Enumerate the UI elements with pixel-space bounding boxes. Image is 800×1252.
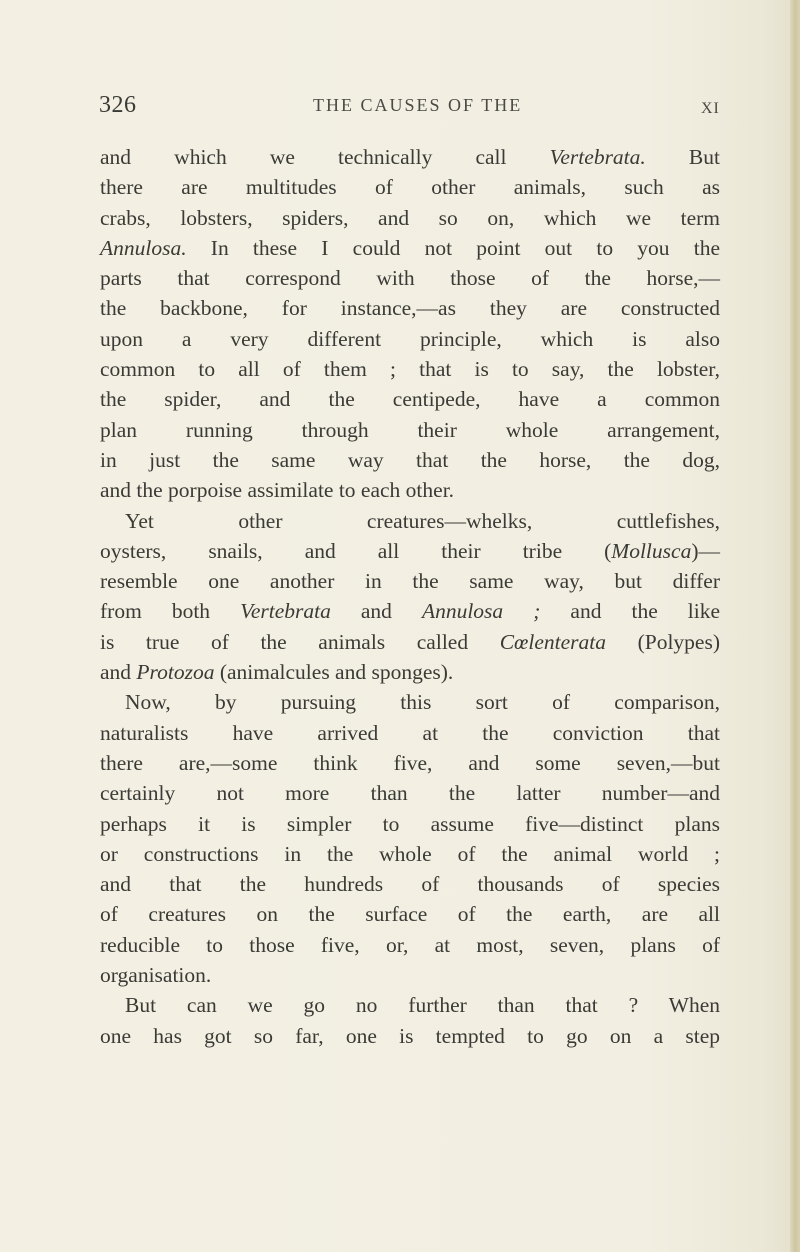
- text-line: one has got so far, one is tempted to go on a step: [100, 1023, 720, 1048]
- text-line: is true of the animals called Cœlenterata (Polypes): [100, 629, 720, 654]
- text-line: there are multitudes of other animals, such as: [100, 175, 720, 200]
- page-edge: [790, 0, 800, 1252]
- text-line: reducible to those five, or, at most, seven, plans of: [100, 932, 720, 957]
- text-line: the spider, and the centipede, have a common: [100, 387, 720, 412]
- text-line: organisation.: [100, 963, 212, 988]
- text-line: upon a very different principle, which is also: [100, 326, 720, 351]
- text-line: oysters, snails, and all their tribe (Mollusca)—: [100, 538, 720, 563]
- running-title: THE CAUSES OF THE: [313, 95, 523, 115]
- text-line: of creatures on the surface of the earth, are all: [100, 902, 720, 927]
- text-line: the backbone, for instance,—as they are constructed: [100, 296, 720, 321]
- text-line: Annulosa. In these I could not point out to you the: [100, 235, 720, 260]
- text-line: Now, by pursuing this sort of comparison,: [125, 690, 720, 715]
- text-line: or constructions in the whole of the animal world ;: [100, 841, 720, 866]
- text-line: from both Vertebrata and Annulosa ; and the like: [100, 599, 720, 624]
- text-line: perhaps it is simpler to assume five—distinct plans: [100, 811, 720, 836]
- text-line: and that the hundreds of thousands of species: [100, 872, 720, 897]
- chapter-numeral: XI: [701, 100, 720, 117]
- text-line: Yet other creatures—whelks, cuttlefishes,: [125, 508, 720, 533]
- text-line: crabs, lobsters, spiders, and so on, which we term: [100, 205, 720, 230]
- text-line: naturalists have arrived at the conviction that: [100, 720, 720, 745]
- text-line: resemble one another in the same way, but differ: [100, 569, 720, 594]
- text-line: certainly not more than the latter number—and: [100, 781, 720, 806]
- text-line: But can we go no further than that ? When: [125, 993, 720, 1018]
- text-line: in just the same way that the horse, the dog,: [100, 447, 720, 472]
- text-line: and Protozoa (animalcules and sponges).: [100, 660, 454, 685]
- running-header: [0, 92, 800, 122]
- text-line: and which we technically call Vertebrata. But: [100, 145, 720, 169]
- text-line: and the porpoise assimilate to each other.: [100, 478, 455, 503]
- text-line: there are,—some think five, and some seven,—but: [100, 750, 720, 775]
- body-text: [100, 142, 720, 1051]
- text-line: parts that correspond with those of the horse,—: [100, 266, 720, 291]
- text-line: plan running through their whole arrangement,: [100, 417, 720, 442]
- text-line: common to all of them ; that is to say, the lobster,: [100, 357, 720, 382]
- page-number: 326: [99, 92, 137, 118]
